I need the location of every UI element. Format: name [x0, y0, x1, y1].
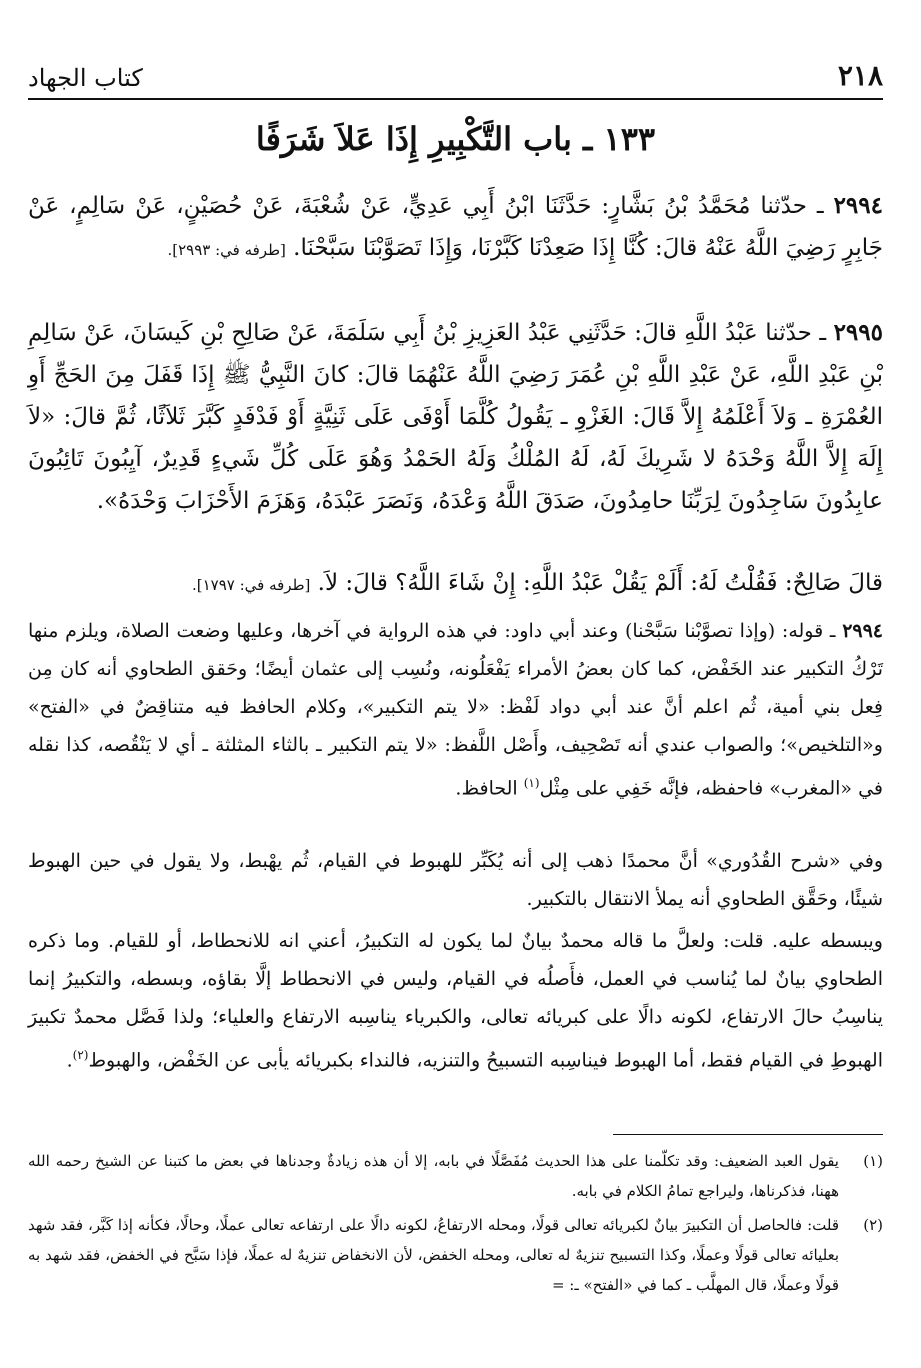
hadith-reference: [طرفه في: ٢٩٩٣].: [167, 241, 286, 259]
footnote-text: يقول العبد الضعيف: وقد تكلّمنا على هذا الحديث مُفَصَّلًا في بابه، إلا أن هذه زيادةٌ وجدناها في بعض ما كتبنا عن الشيخ رحمه الله ههنا، فذكرناها، وليراجع تمامُ الكلام في بابه.: [28, 1152, 839, 1200]
commentary-paragraph-1: [28, 612, 883, 807]
saleh-line: [28, 562, 883, 606]
hadith-number: ٢٩٩٥: [833, 319, 883, 346]
footnotes: [28, 1146, 883, 1304]
hadith-2994: [28, 185, 883, 271]
book-title: كتاب الجهاد: [28, 64, 143, 92]
footnote-marker: (٢): [863, 1216, 883, 1234]
hadith-text: ـ حدّثنا مُحَمَّدُ بْنُ بَشَّارٍ: حَدَّثَنَا ابْنُ أَبِي عَدِيٍّ، عَنْ شُعْبَةَ، عَنْ حُصَيْنٍ، عَنْ سَالِمٍ، عَنْ جَابِرٍ رَضِيَ اللَّهُ عَنْهُ قالَ: كُنَّا إِذَا صَعِدْنَا كَبَّرْنَا، وَإِذَا تَصَوَّبْنَا سَبَّحْنَا.: [28, 193, 883, 261]
saleh-reference: [طرفه في: ١٧٩٧].: [191, 576, 311, 594]
saleh-text: قالَ صَالِحٌ: فَقُلْتُ لَهُ: أَلَمْ يَقُلْ عَبْدُ اللَّهِ: إِنْ شَاءَ اللَّهُ؟ قالَ: لاَ.: [310, 570, 883, 596]
footnote-ref-1: (١): [523, 776, 540, 790]
footnote-1: [28, 1146, 883, 1206]
footnote-marker: (١): [863, 1152, 883, 1170]
commentary-text-end: الحافظ.: [455, 777, 524, 800]
page-header: [28, 52, 883, 100]
commentary-paragraph-2: وفي «شرح القُدُوري» أنَّ محمدًا ذهب إلى أنه يُكَبِّر للهبوط في القيام، ثُم يهْبط، ولا يقول في حين الهبوط شيئًا، وحَقَّق الطحاوي أنه يملأ الانتقال بالتكبير.: [28, 850, 883, 910]
commentary-text-end: .: [66, 1049, 73, 1072]
commentary-text: ـ قوله: (وإذا تصوَّبْنا سَبَّحْنا) وعند أبي داود: في هذه الرواية في آخرها، وعليها وضعت الصلاة، ويلزم منها تَرْكُ التكبير عند الخَفْض، كما كان بعضُ الأمراء يَفْعَلُونه، ونُسِب إلى عثمان أيضًا؛ وحَقق الطحاوي أنه كان مِن فِعل بني أمية، ثُم اعلم أنَّ عند أبي دواد لَفْظ: «لا يتم التكبير»، وكلام الحافظ فيه متناقِضٌ في «الفتح» و«التلخيص»؛ والصواب عندي أنه تَصْحِيف، وأَصْل اللَّفظ: «لا يتم التكبير ـ بالثاء المثلثة ـ أي لا يَنْقُصه، كذا نقله في «المغرب» فاحفظه، فإنَّه خَفِي على مِثْل: [28, 620, 883, 800]
hadith-text: ـ حدّثنا عَبْدُ اللَّهِ قالَ: حَدَّثَنِي عَبْدُ العَزِيزِ بْنُ أَبِي سَلَمَةَ، عَنْ صَالِحِ بْنِ كَيسَانَ، عَنْ سَالِمِ بْنِ عَبْدِ اللَّهِ، عَنْ عَبْدِ اللَّهِ بْنِ عُمَرَ رَضِيَ اللَّهُ عَنْهُمَا قالَ: كانَ النَّبِيُّ ﷺ إِذَا قَفَلَ مِنَ الحَجِّ أَوِ العُمْرَةِ ـ وَلاَ أَعْلَمُهُ إِلاَّ قَالَ: الغَزْوِ ـ يَقُولُ كُلَّمَا أَوْفَى عَلَى ثَنِيَّةٍ أَوْ فَدْفَدٍ كَبَّرَ ثَلاَثًا، ثُمَّ قالَ: «لاَ إِلَهَ إِلاَّ اللَّهُ وَحْدَهُ لا شَرِيكَ لَهُ، لَهُ المُلْكُ وَلَهُ الحَمْدُ وَهُوَ عَلَى كُلِّ شَيءٍ قَدِيرٌ، آيِبُونَ تَائِبُونَ عابِدُونَ سَاجِدُونَ لِرَبِّنَا حامِدُونَ، صَدَقَ اللَّهُ وَعْدَهُ، وَنَصَرَ عَبْدَهُ، وَهَزَمَ الأَحْزَابَ وَحْدَهُ».: [28, 320, 883, 514]
footnote-divider: [613, 1134, 883, 1135]
commentary-number: ٢٩٩٤: [842, 620, 884, 642]
footnote-ref-2: (٢): [72, 1048, 89, 1062]
chapter-title: ١٣٣ ـ باب التَّكْبِيرِ إِذَا عَلاَ شَرَفًا: [255, 120, 656, 158]
commentary-text: ويبسطه عليه. قلت: ولعلَّ ما قاله محمدٌ بيانٌ لما يكون له التكبيرُ، أعني انه للانحطاط، أو للقيام. وما ذكره الطحاوي بيانٌ لما يُناسب في العمل، فأَصلُه في القيام، وليس في الانحطاط إلَّا بقاؤه، وبسطه، والتكبيرُ إنما يناسِبُ حالَ الارتفاع، لكونه دالًا على كبريائه تعالى، والكبرياء يناسِبه الارتفاع والعلياء؛ ولذا فَصَّل محمدٌ تكبيرَ الهبوطِ في القيام فقط، أما الهبوط فيناسِبه التسبيحُ والتنزيه، فالنداء بكبريائه يأبى عن الخَفْض، والهبوط: [28, 930, 883, 1072]
hadith-2995: [28, 312, 883, 522]
footnote-text: قلت: فالحاصل أن التكبيرَ بيانٌ لكبريائه تعالى قولًا، ومحله الارتفاعُ، لكونه دالًا على ارتفاعه تعالى عملًا، وحالًا، فكأنه إذا كَبَّر، فقد شهد بعليائه تعالى قولًا وعملًا، وكذا التسبيح تنزيهٌ له تعالى، ومحله الخفض، لأن الانخفاض تنزيهٌ له عملًا، فإذا سَبَّح في الخفض، فقد شهد به قولًا وعملًا، قال المهلَّب ـ كما في «الفتح» ـ: =: [28, 1216, 839, 1294]
footnote-2: [28, 1210, 883, 1300]
page-number: ٢١٨: [837, 59, 883, 92]
hadith-number: ٢٩٩٤: [833, 192, 883, 219]
commentary-paragraph-3: [28, 922, 883, 1079]
